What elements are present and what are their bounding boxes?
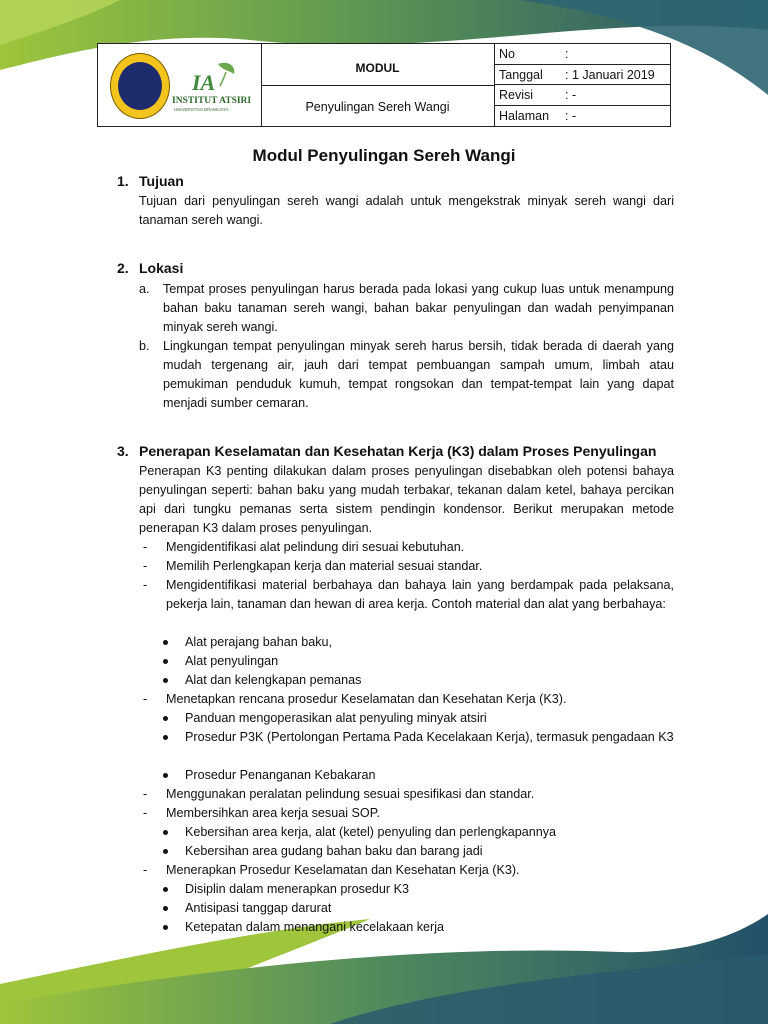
header-info-value: : 1 Januari 2019 <box>565 67 655 82</box>
university-seal-logo <box>110 53 170 119</box>
dash-item: Menggunakan peralatan pelindung sesuai spesifikasi dan standar. <box>166 787 535 801</box>
bullet-dot <box>163 678 168 683</box>
bullet-item: Alat dan kelengkapan pemanas <box>185 673 362 687</box>
modul-subject: Penyulingan Sereh Wangi <box>261 85 495 126</box>
bullet-item: Antisipasi tanggap darurat <box>185 901 332 915</box>
section-3-heading: 3. Penerapan Keselamatan dan Kesehatan Kerja (K3) dalam Proses Penyulingan <box>117 443 657 459</box>
header-info-key: Revisi <box>499 88 534 102</box>
header-info-value: : - <box>565 108 577 123</box>
dash-item: Menetapkan rencana prosedur Keselamatan dan Kesehatan Kerja (K3). <box>166 692 567 706</box>
bullet-dot <box>163 716 168 721</box>
dash-marker: - <box>143 806 148 820</box>
dash-item: Membersihkan area kerja sesuai SOP. <box>166 806 380 820</box>
bullet-dot <box>163 925 168 930</box>
bullet-dot <box>163 830 168 835</box>
bullet-dot <box>163 849 168 854</box>
bullet-dot <box>163 906 168 911</box>
bullet-item: Kebersihan area kerja, alat (ketel) penyuling dan perlengkapannya <box>185 825 557 839</box>
section-1-body: Tujuan dari penyulingan sereh wangi adalah untuk mengekstrak minyak sereh wangi dari tanaman sereh wangi. <box>139 194 674 227</box>
list-marker: a. <box>139 282 150 296</box>
svg-text:INSTITUT ATSIRI: INSTITUT ATSIRI <box>172 96 252 106</box>
bullet-dot <box>163 735 168 740</box>
bullet-dot <box>163 640 168 645</box>
header-info-value: : <box>565 47 569 61</box>
bullet-dot <box>163 887 168 892</box>
dash-marker: - <box>143 692 148 706</box>
bullet-item: Alat perajang bahan baku, <box>185 635 333 649</box>
bullet-item: Ketepatan dalam menangani kecelakaan kerja <box>185 920 445 934</box>
list-item: Lingkungan tempat penyulingan minyak sereh harus bersih, tidak berada di daerah yang mudah tergenang air, jauh dari tempat pembuangan sampah umum, limbah atau pemukiman penduduk kumuh, tempat rongsokan dan tempat-tempat lain yang dapat menjadi sumber cemaran. <box>163 339 674 410</box>
list-item: Tempat proses penyulingan harus berada pada lokasi yang cukup luas untuk menampung bahan baku tanaman sereh wangi, bahan bakar penyulingan dan wadah penyimpanan minyak sereh wangi. <box>163 282 674 334</box>
header-info-key: No <box>499 47 515 61</box>
header-info-key: Halaman <box>499 108 550 123</box>
logo-cell <box>98 44 262 126</box>
header-info-row <box>495 65 670 86</box>
section-1-heading: 1. Tujuan <box>117 173 184 189</box>
document-header-table <box>97 43 671 127</box>
bullet-item: Alat penyulingan <box>185 654 279 668</box>
header-info-row <box>495 106 670 127</box>
section-2-heading: 2. Lokasi <box>117 260 184 276</box>
dash-item: Mengidentifikasi alat pelindung diri sesuai kebutuhan. <box>166 540 465 554</box>
bullet-item: Prosedur P3K (Pertolongan Pertama Pada Kecelakaan Kerja), termasuk pengadaan K3 <box>185 730 674 744</box>
dash-item: Menerapkan Prosedur Keselamatan dan Kesehatan Kerja (K3). <box>166 863 520 877</box>
dash-marker: - <box>143 863 148 877</box>
bullet-item: Disiplin dalam menerapkan prosedur K3 <box>185 882 410 896</box>
dash-item: Memilih Perlengkapan kerja dan material sesuai standar. <box>166 559 483 573</box>
institut-atsiri-logo <box>170 60 256 116</box>
svg-text:IA: IA <box>192 70 216 95</box>
bullet-dot <box>163 659 168 664</box>
bullet-item: Prosedur Penanganan Kebakaran <box>185 768 376 782</box>
header-info-row <box>495 44 670 65</box>
dash-marker: - <box>143 540 148 554</box>
dash-item: Mengidentifikasi material berbahaya dan bahaya lain yang berdampak pada pelaksana, pekerja lain, tanaman dan hewan di area kerja. Contoh material dan alat yang berbahaya: <box>166 578 674 611</box>
bullet-dot <box>163 773 168 778</box>
dash-marker: - <box>143 787 148 801</box>
header-info-value: : - <box>565 88 577 102</box>
bullet-item: Kebersihan area gudang bahan baku dan barang jadi <box>185 844 483 858</box>
section-3-intro: Penerapan K3 penting dilakukan dalam proses penyulingan disebabkan oleh potensi bahaya penyulingan seperti: bahan baku yang mudah terbakar, tekanan dalam ketel, bahaya percikan api dari tungku pemanas serta sistem pendingin kondensor. Berikut merupakan metode penerapan K3 dalam proses penyulingan. <box>139 464 674 535</box>
dash-marker: - <box>143 559 148 573</box>
svg-text:UNIVERSITAS BRAWIJAYA: UNIVERSITAS BRAWIJAYA <box>174 107 229 112</box>
list-marker: b. <box>139 339 150 353</box>
header-info-key: Tanggal <box>499 67 543 82</box>
dash-marker: - <box>143 578 148 592</box>
modul-label: MODUL <box>261 44 495 86</box>
header-info-row <box>495 85 670 106</box>
bullet-item: Panduan mengoperasikan alat penyuling minyak atsiri <box>185 711 487 725</box>
document-title: Modul Penyulingan Sereh Wangi <box>252 146 516 165</box>
